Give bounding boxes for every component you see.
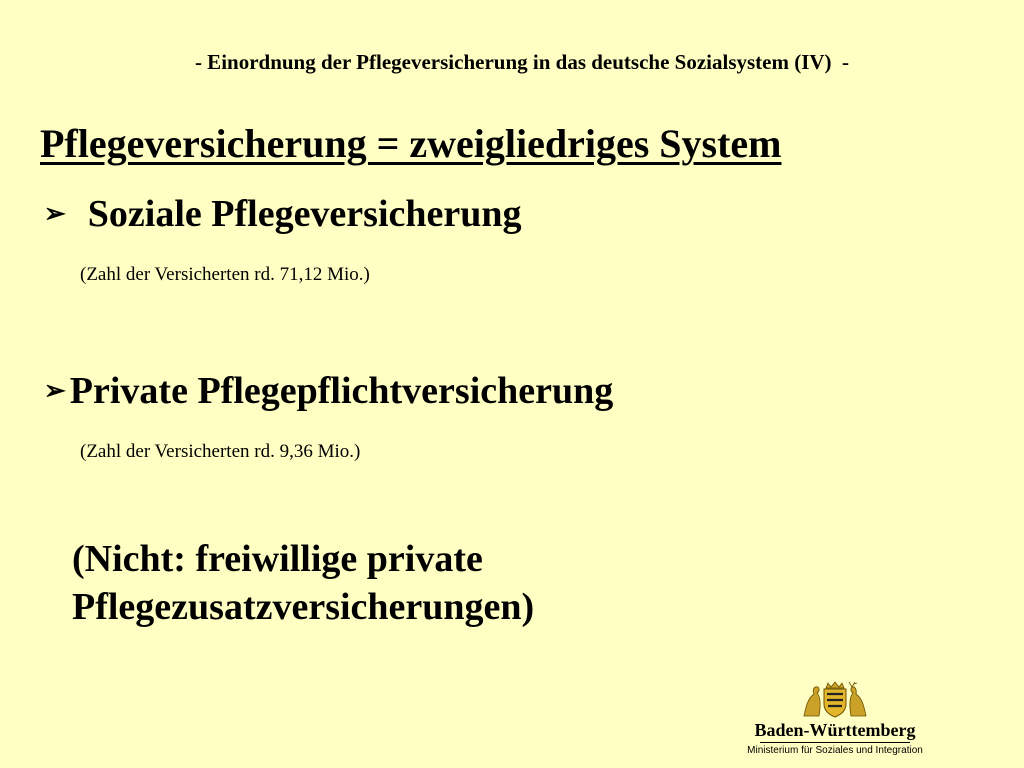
- exclusion-line-1: (Nicht: freiwillige private: [72, 538, 483, 580]
- bullet-label: Private Pflegepflichtversicherung: [69, 370, 614, 412]
- coat-of-arms-icon: [802, 680, 868, 718]
- bullet-label: Soziale Pflegeversicherung: [87, 193, 522, 235]
- arrow-bullet-icon: ➢: [44, 199, 66, 228]
- bullet-soziale-pflegeversicherung: [44, 192, 522, 236]
- slide-header: - Einordnung der Pflegeversicherung in das deutsche Sozialsystem (IV) -: [194, 50, 850, 74]
- logo-divider: [760, 742, 910, 743]
- ministry-logo: [740, 680, 930, 760]
- exclusion-note: [72, 535, 534, 631]
- logo-subtitle: Ministerium für Soziales und Integration: [747, 745, 923, 756]
- bullet-private-pflegepflichtversicherung: [44, 369, 613, 413]
- bullet-note-soziale: (Zahl der Versicherten rd. 71,12 Mio.): [80, 264, 370, 285]
- slide-title: Pflegeversicherung = zweigliedriges System: [40, 121, 782, 166]
- exclusion-line-2: Pflegezusatzversicherungen): [72, 586, 535, 628]
- arrow-bullet-icon: ➢: [44, 376, 66, 405]
- bullet-note-private: (Zahl der Versicherten rd. 9,36 Mio.): [80, 441, 361, 462]
- logo-name: Baden-Württemberg: [754, 720, 916, 740]
